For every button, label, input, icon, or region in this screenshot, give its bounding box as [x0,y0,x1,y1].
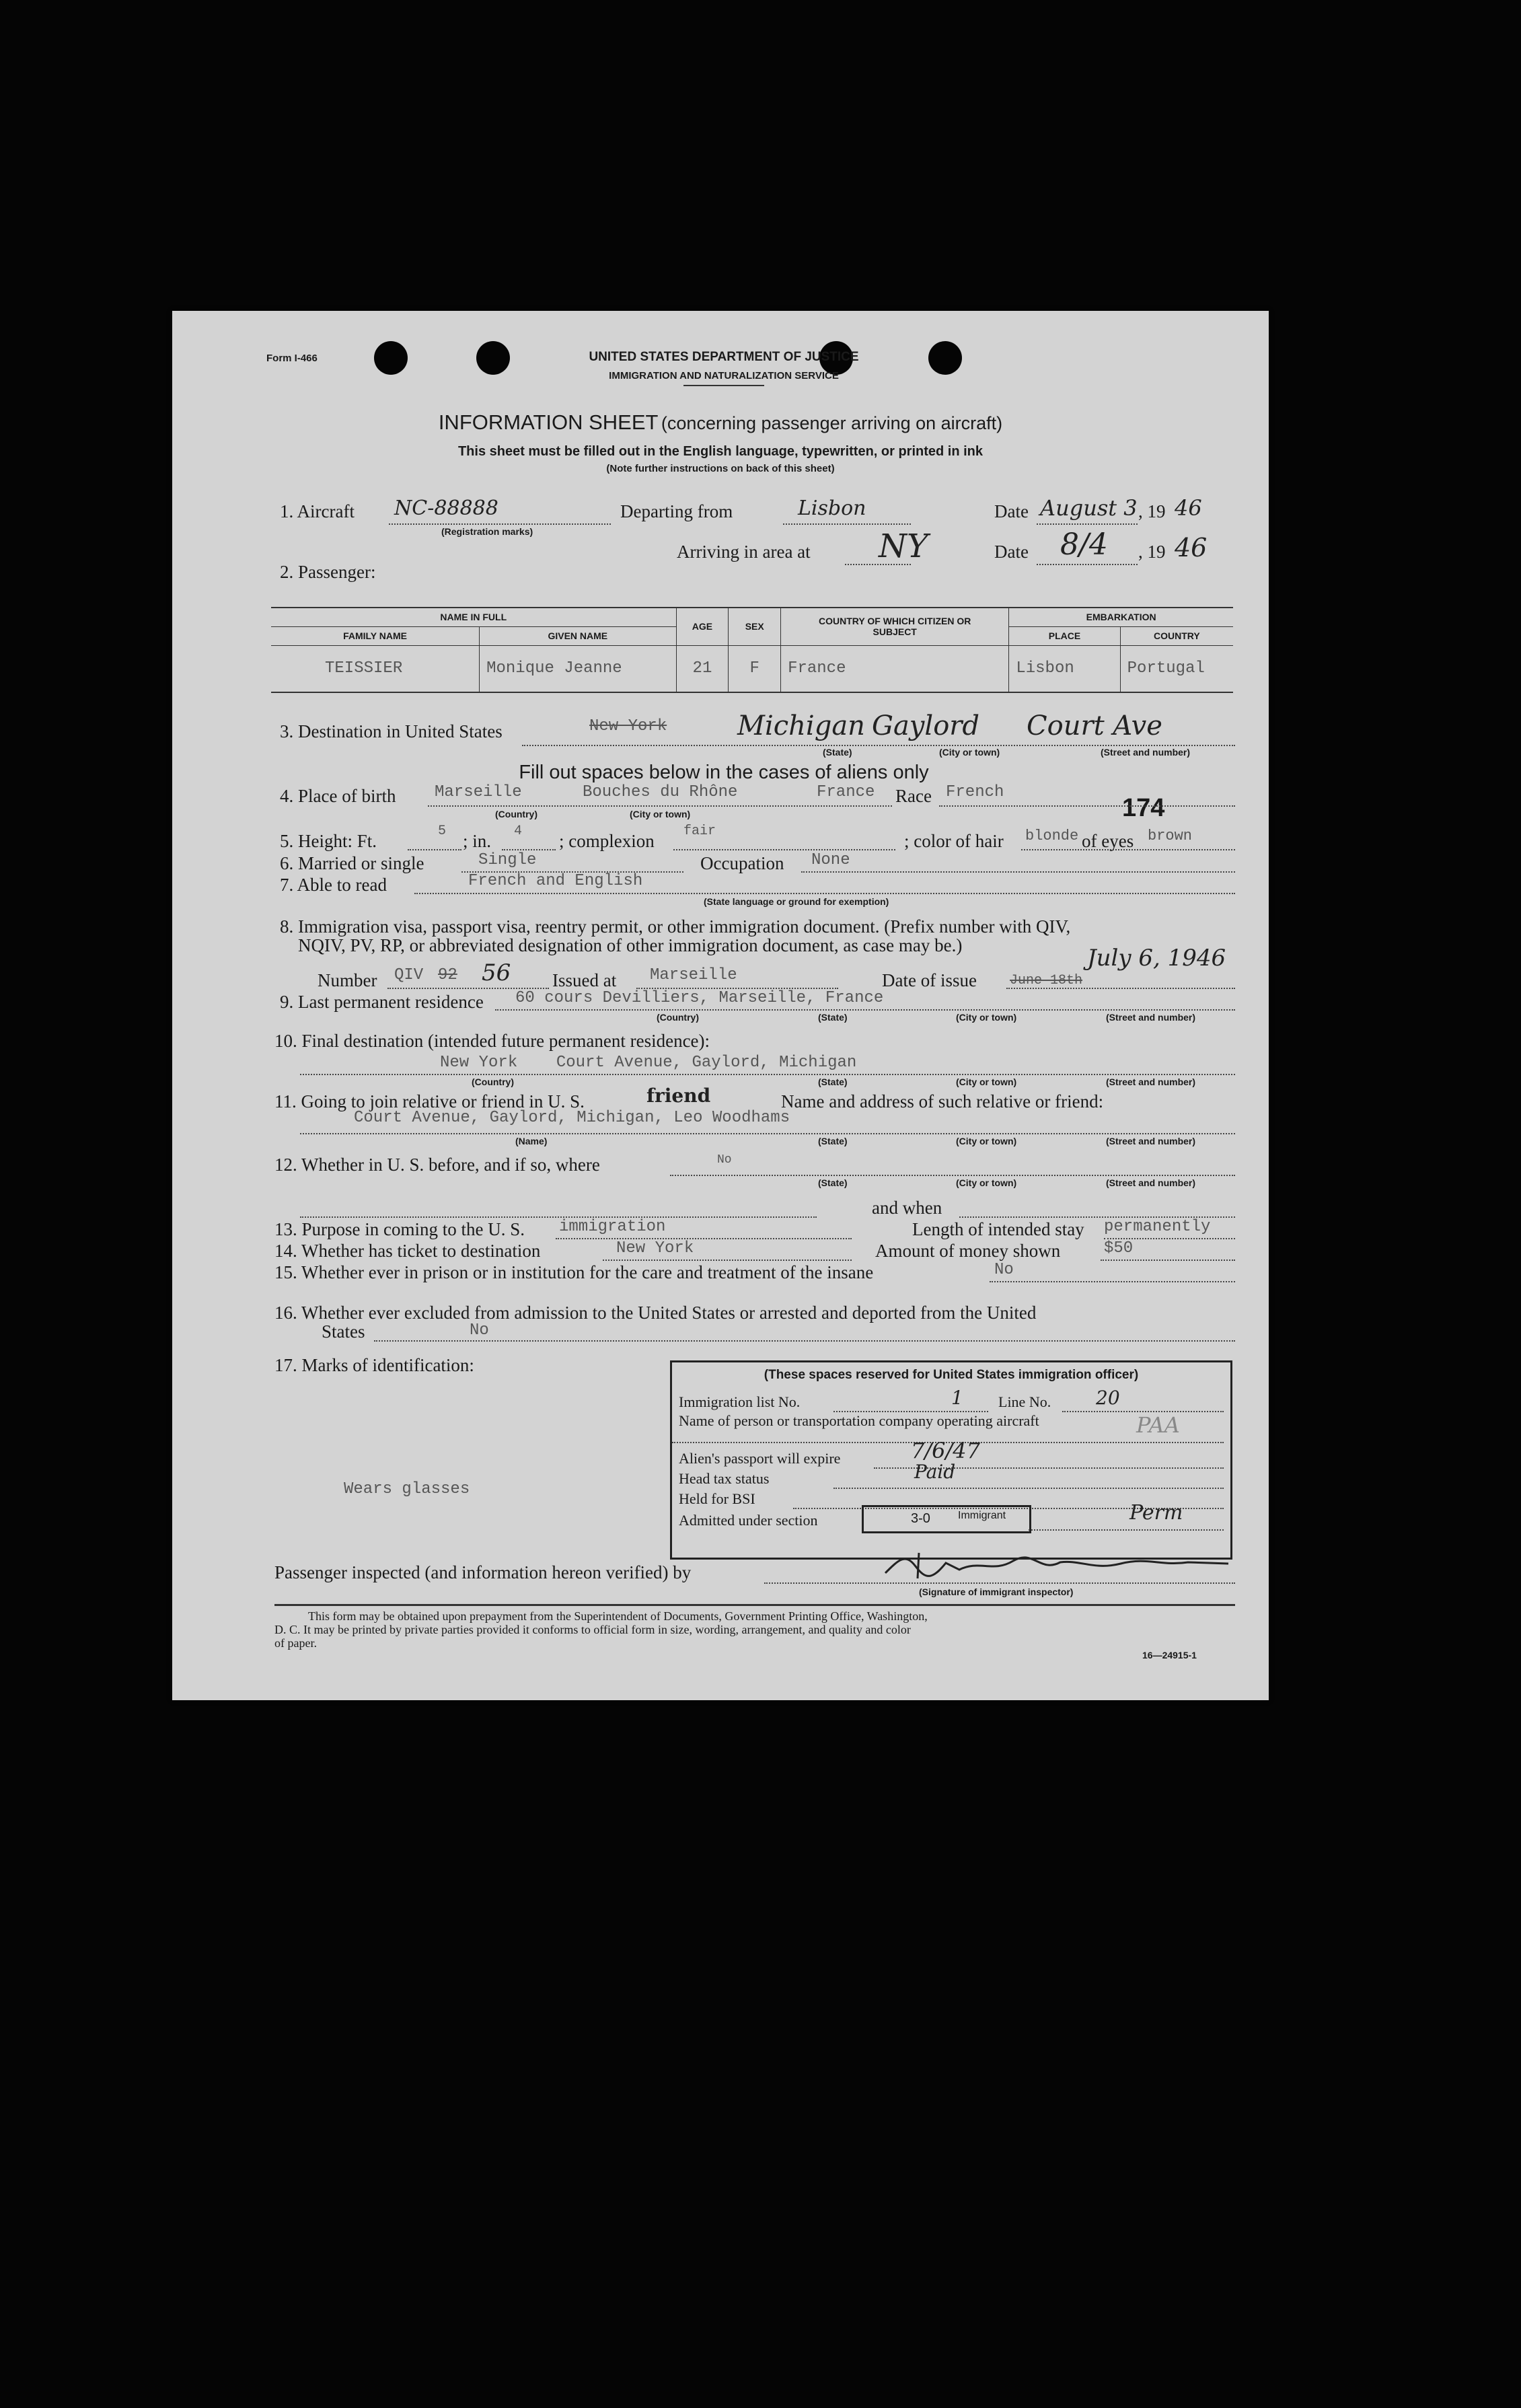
citizen-header: COUNTRY OF WHICH CITIZEN OR SUBJECT [781,608,1009,645]
money-value: $50 [1104,1239,1134,1257]
admitted-stamp [862,1505,1031,1533]
field-line [939,805,1235,807]
ticket-value: New York [616,1239,694,1257]
form-number: Form I-466 [266,353,318,364]
issue-date-label: Date of issue [882,970,977,990]
emb-place-cell: Lisbon [1009,645,1120,692]
caption: (City or town) [939,747,1000,758]
married-label: 6. Married or single [280,853,424,873]
field-line [556,1238,852,1239]
instructions: This sheet must be filled out in the English language, typewritten, or printed in ink [457,444,984,459]
married-value: Single [478,851,537,869]
caption: (State language or ground for exemption) [704,896,889,907]
list-label: Immigration list No. [679,1393,801,1410]
service-name: IMMIGRATION AND NATURALIZATION SERVICE [609,370,839,381]
caption: (City or town) [956,1077,1017,1087]
family-name-cell: TEISSIER [271,645,480,692]
occupation-value: None [811,851,850,869]
date-label: Date [994,501,1029,521]
caption: (City or town) [956,1012,1017,1023]
issued-value: Marseille [650,966,737,984]
departing-value: Lisbon [798,497,866,520]
hair-value: blonde [1025,828,1079,844]
caption: (Country) [657,1012,699,1023]
caption: (State) [823,747,852,758]
join-relation: friend [646,1085,711,1107]
arriving-label: Arriving in area at [677,542,811,562]
field-line [670,1175,1235,1176]
footer-line: D. C. It may be printed by private parties provided it conforms to official form in size, wording, arrangement, and quality and color [274,1623,911,1636]
final-destination-value: New York Court Avenue, Gaylord, Michigan [440,1054,857,1072]
field-line [428,805,892,807]
ticket-label: 14. Whether has ticket to destination [274,1241,541,1261]
emb-country-cell: Portugal [1120,645,1233,692]
height-in: 4 [514,824,523,839]
join-value: Court Avenue, Gaylord, Michigan, Leo Woodhams [354,1109,790,1127]
occupation-label: Occupation [700,853,784,873]
destination-state: Michigan [737,710,865,741]
line-value: 20 [1096,1387,1120,1409]
place-header: PLACE [1009,626,1120,645]
issued-label: Issued at [552,970,617,990]
height-ft: 5 [438,824,447,839]
excluded-label: 16. Whether ever excluded from admission to the United States or arrested and deported from the United [274,1303,1037,1323]
caption: (Signature of immigrant inspector) [919,1586,1074,1597]
admitted-stamp-text: 3-0 [911,1511,930,1526]
destination-street: Court Ave [1027,710,1162,741]
field-line [990,1281,1235,1282]
caption: (State) [818,1177,848,1188]
form-code: 16—24915-1 [1142,1650,1197,1661]
caption: (City or town) [630,809,691,819]
sex-cell: F [729,645,781,692]
officer-box-title: (These spaces reserved for United States immigration officer) [764,1368,1139,1382]
year-value: 46 [1175,495,1202,521]
caption: (Street and number) [1106,1177,1196,1188]
visa-number-struck: 92 [438,966,457,984]
field-line [374,1340,1235,1342]
visa-number-prefix: QIV [394,966,424,984]
admitted-hand: Perm [1129,1501,1183,1525]
birth-region: Bouches du Rhône [583,783,738,801]
arriving-value: NY [879,527,928,565]
passenger-label: 2. Passenger: [280,562,376,582]
footer-note [274,1609,1235,1650]
caption: (Street and number) [1106,1136,1196,1146]
caption: (State) [818,1012,848,1023]
field-line [833,1488,1224,1489]
date-value: August 3 [1040,495,1138,521]
inches-label: ; in. [463,831,492,851]
field-line [1029,1529,1224,1531]
punch-hole [476,341,510,375]
destination-city: Gaylord [872,710,979,741]
date-label: Date [994,542,1029,562]
field-line [1037,523,1138,525]
form-sheet [172,311,1269,1700]
given-header: GIVEN NAME [480,626,676,645]
operator-label: Name of person or transportation company operating aircraft [679,1412,1039,1429]
department-name: UNITED STATES DEPARTMENT OF JUSTICE [589,350,859,364]
excluded-label-2: States [322,1321,365,1342]
field-line [1101,1260,1235,1261]
year-prefix: , 19 [1138,501,1166,521]
caption: (Street and number) [1106,1077,1196,1087]
purpose-value: immigration [559,1218,666,1236]
when-label: and when [872,1198,942,1218]
field-line [495,1009,1235,1011]
passenger-table [271,607,1233,693]
field-line [764,1582,1235,1584]
caption: (Street and number) [1106,1012,1196,1023]
footer-line: This form may be obtained upon prepayment from the Superintendent of Documents, Government Printing Office, Washington, [308,1609,928,1623]
caption: (Country) [495,809,537,819]
field-line [414,893,1235,894]
given-name-cell: Monique Jeanne [480,645,676,692]
caption: (Name) [515,1136,548,1146]
issue-date-hand: July 6, 1946 [1087,945,1226,972]
field-line [1037,564,1138,565]
headtax-label: Head tax status [679,1470,770,1487]
field-line [603,1260,852,1261]
citizen-cell: France [781,645,1009,692]
prison-value: No [994,1261,1014,1279]
headtax-value: Paid [914,1461,956,1483]
admitted-stamp-text-2: Immigrant [958,1510,1006,1521]
date-value: 8/4 [1060,527,1108,562]
marks-label: 17. Marks of identification: [274,1355,474,1375]
page-title: INFORMATION SHEET (concerning passenger arriving on aircraft) [438,410,1003,434]
purpose-label: 13. Purpose in coming to the U. S. [274,1219,525,1239]
bsi-label: Held for BSI [679,1490,755,1507]
complexion-label: ; complexion [559,831,655,851]
birth-label: 4. Place of birth [280,786,396,806]
header-rule [683,385,764,386]
eyes-label: of eyes [1082,831,1134,851]
excluded-value: No [470,1321,489,1340]
race-value: French [946,783,1004,801]
visa-number-hand: 56 [482,959,511,986]
field-line [300,1074,1235,1075]
field-line [1006,988,1235,989]
field-line [801,871,1235,873]
field-line [1021,849,1235,850]
residence-label: 9. Last permanent residence [280,992,484,1012]
visa-label-2: NQIV, PV, RP, or abbreviated designation of other immigration document, as case may be.) [298,935,963,955]
inspected-label: Passenger inspected (and information hereon verified) by [274,1562,692,1582]
sex-header: SEX [729,608,781,645]
join-label-2: Name and address of such relative or friend: [781,1091,1104,1111]
read-label: 7. Able to read [280,875,387,895]
before-value: No [717,1153,732,1167]
caption: (City or town) [956,1136,1017,1146]
field-line [502,849,556,850]
stay-label: Length of intended stay [912,1219,1084,1239]
visa-number-label: Number [318,970,377,990]
list-value: 1 [951,1387,963,1409]
family-header: FAMILY NAME [271,626,480,645]
aircraft-value: NC-88888 [394,497,498,520]
year-prefix: , 19 [1138,542,1166,562]
race-label: Race [895,786,932,806]
officer-box [670,1360,1232,1560]
field-line [300,1216,817,1218]
departing-label: Departing from [620,501,733,521]
passport-value: 7/6/47 [911,1438,980,1463]
read-value: French and English [468,872,643,890]
footer-line: of paper. [274,1636,317,1650]
punch-hole [374,341,408,375]
caption: (State) [818,1136,848,1146]
residence-value: 60 cours Devilliers, Marseille, France [515,989,884,1007]
complexion-value: fair [683,824,716,839]
field-line [522,745,1235,746]
passport-label: Alien's passport will expire [679,1450,841,1467]
height-label: 5. Height: Ft. [280,831,377,851]
prison-label: 15. Whether ever in prison or in institution for the care and treatment of the insane [274,1262,874,1282]
destination-struck: New York [589,717,667,735]
birth-city: Marseille [435,783,522,801]
field-line [783,523,911,525]
issue-date-struck: June 18th [1010,973,1083,988]
caption: (City or town) [956,1177,1017,1188]
caption: (State) [818,1077,848,1087]
year-value: 46 [1175,533,1208,562]
punch-hole [928,341,962,375]
final-destination-label: 10. Final destination (intended future permanent residence): [274,1031,710,1051]
caption: (Street and number) [1101,747,1191,758]
country-header: COUNTRY [1120,626,1233,645]
birth-country: France [817,783,875,801]
join-label: 11. Going to join relative or friend in U. S. [274,1091,585,1111]
embarkation-header: EMBARKATION [1009,608,1233,626]
stay-value: permanently [1104,1218,1211,1236]
inspector-signature [879,1546,1242,1586]
caption: (Country) [472,1077,514,1087]
aliens-note: Fill out spaces below in the cases of aliens only [519,762,929,783]
marks-value: Wears glasses [344,1480,470,1498]
money-label: Amount of money shown [875,1241,1061,1261]
field-line [673,849,895,850]
field-line [389,523,611,525]
field-line [408,849,461,850]
caption: (Registration marks) [441,526,533,537]
footer-rule [274,1604,1235,1606]
before-label: 12. Whether in U. S. before, and if so, where [274,1155,600,1175]
instructions-note: (Note further instructions on back of this sheet) [606,463,835,474]
name-in-full-header: NAME IN FULL [271,608,676,626]
destination-label: 3. Destination in United States [280,721,503,741]
visa-label: 8. Immigration visa, passport visa, reentry permit, or other immigration document. (Prefix number with QIV, [280,916,1071,937]
age-header: AGE [676,608,729,645]
line-label: Line No. [998,1393,1051,1410]
stamp-number: 174 [1122,794,1165,822]
hair-label: ; color of hair [904,831,1004,851]
age-cell: 21 [676,645,729,692]
field-line [845,564,911,565]
operator-value: PAA [1136,1412,1180,1438]
admitted-label: Admitted under section [679,1512,818,1529]
eyes-value: brown [1148,828,1193,844]
aircraft-label: 1. Aircraft [280,501,355,521]
field-line [300,1133,1235,1134]
